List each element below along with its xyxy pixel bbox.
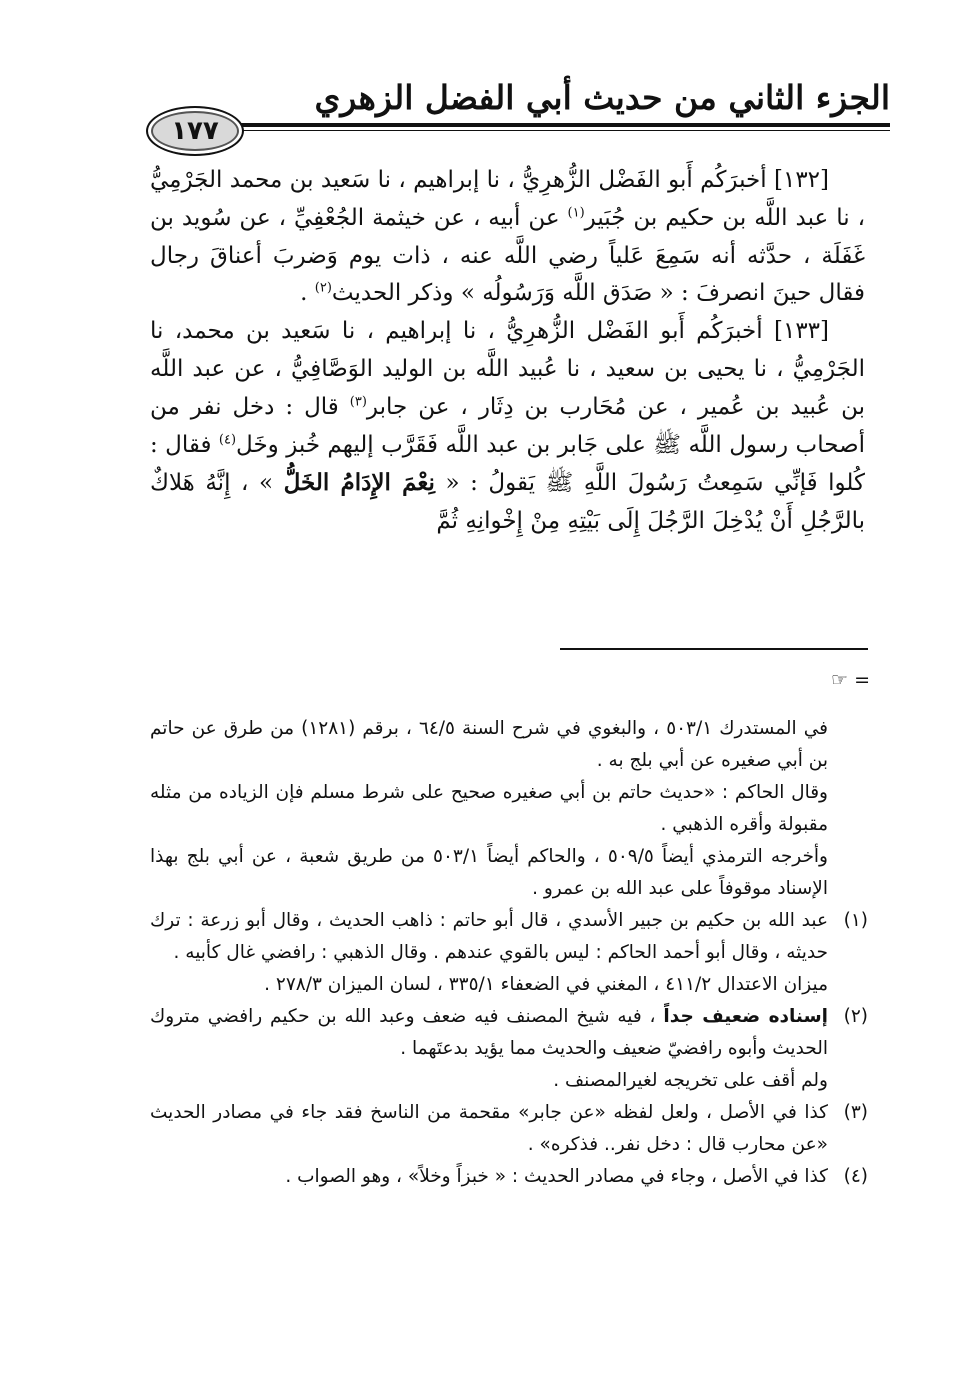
footnote-line: في المستدرك ٥٠٣/١ ، والبغوي في شرح السنة ٦٤/٥ ، برقم (١٢٨١) من طرق عن حاتم بن أبي صغيره عن أبي بلج به .: [150, 718, 828, 771]
hadith-132: [150, 162, 865, 313]
footnotes: [150, 713, 868, 1193]
hadith-133: [150, 313, 865, 541]
hadith-text: أخبرَكُم أَبو الفَضْل الزُّهرِيُّ ، نا إبراهيم ، نا سَعيد بن محمد الجَرْمِيُّ ، نا عبد اللَّه بن حكيم بن جُبَير: [150, 167, 865, 231]
footnote-3: [150, 1097, 868, 1161]
footnote-number: (٣): [843, 1102, 868, 1123]
footnote-number: (٢): [843, 1006, 868, 1027]
main-text: [150, 162, 865, 541]
grading-label: إسناده ضعيف جداً: [663, 1006, 829, 1027]
footnote-line: عبد الله بن حكيم بن جبير الأسدي ، قال أبو حاتم : ذاهب الحديث ، وقال أبو زرعة : ترك حديثه ، وقال أبو أحمد الحاكم : ليس بالقوي عندهم . وقال الذهبي : رافضي غال كأبيه .: [150, 910, 828, 963]
footnote-line: وقال الحاكم : «حديث حاتم بن أبي صغيره صحيح على شرط مسلم فإن الزياده من مثله مقبولة وأقره الذهبي .: [150, 782, 828, 835]
hadith-text: أخبرَكُم أَبو الفَضْل الزُّهرِيُّ ، نا إبراهيم ، نا سَعيد بن محمد، نا الجَرْمِيُّ ، نا يحيى بن سعيد ، نا عُبيد اللَّه بن الوليد الوَصَّافِيُّ ، عن عبد اللَّه بن عُبيد بن عُمير ، عن مُحَارب بن دِثَار ، عن جابر: [150, 318, 866, 420]
footnote-ref: (٤): [218, 431, 237, 447]
footnote-number: (١): [843, 910, 868, 931]
continued-mark: = ☞: [831, 669, 870, 691]
hadith-text: عن أبيه ، عن خيثمة الجُعْفِيِّ ، عن سُويد بن غَفَلَة ، حدَّثه أنه سَمِعَ عَلياً رضي اللَّه عنه ، ذات يوم وَضربَ أعناقَ رجال فقال حينَ انصرفَ : « صَدَق اللَّه وَرَسُولُه » وذكر الحديث: [150, 204, 865, 307]
hadith-number: [١٣٣]: [773, 318, 830, 345]
hadith-text: فقال : كُلوا فَإنِّي سَمِعتُ رَسُولَ اللَّهِ ﷺ يَقولُ : «: [150, 431, 865, 497]
footnote-2: [150, 1001, 868, 1097]
footnote-ref: (١): [567, 205, 585, 221]
footnote-line: ميزان الاعتدال ٤١١/٢ ، المغني في الضعفاء ٣٣٥/١ ، لسان الميزان ٢٧٨/٣ .: [264, 974, 828, 995]
hadith-text: » ، إِنَّهُ هَلاكٌ بالرَّجُلِ أَنْ يُدْخِلَ الرَّجُلَ إِلَى بَيْتِهِ مِنْ إِخْوانِهِ ثُمَّ: [150, 470, 865, 535]
footnote-ref: (٣): [349, 394, 367, 410]
footnote-line: [150, 1001, 828, 1065]
footnote-line: كذا في الأصل ، وجاء في مصادر الحديث : « خبزاً وخلاً» ، وهو الصواب .: [285, 1166, 828, 1187]
footnote-1: [150, 905, 868, 1001]
running-header-title: الجزء الثاني من حديث أبي الفضل الزهري: [314, 78, 890, 117]
footnote-number: (٤): [843, 1166, 868, 1187]
header-rule: [150, 123, 890, 127]
prophetic-saying: نِعْمَ الإِدَامُ الخَلُّ: [283, 469, 435, 497]
hadith-number: [١٣٢]: [773, 167, 830, 193]
footnote-line: كذا في الأصل ، ولعل لفظه «عن جابر» مقحمة من الناسخ فقد جاء في مصادر الحديث «عن محارب قال : دخل نفر.. فذكره» .: [150, 1102, 828, 1155]
footnote-line: وأخرجه الترمذي أيضاً ٥٠٩/٥ ، والحاكم أيضاً ٥٠٣/١ من طريق شعبة ، عن أبي بلج بهذا الإسناد موقوفاً على عبد الله بن عمرو .: [150, 846, 828, 899]
page-number: ١٧٧: [146, 106, 244, 156]
footnote-continuation: [150, 713, 868, 905]
hadith-text: قال : دخل نفر من أصحاب رسول اللَّه ﷺ على جَابر بن عبد اللَّه فَقَرَّب إليهم خُبز وخَل: [150, 393, 865, 458]
footnote-separator: [560, 648, 868, 650]
hadith-text-end: .: [300, 280, 308, 307]
footnote-text: ، فيه شيخ المصنف فيه ضعف وعبد الله بن حكيم رافضي متروك الحديث وأبوه رافضيّ ضعيف والحديث مما يؤيد بدعتَهما .: [150, 1006, 828, 1059]
footnote-ref: (٢): [314, 280, 332, 296]
footnote-4: [150, 1161, 868, 1193]
footnote-line: ولم أقف على تخريجه لغيرالمصنف .: [553, 1070, 828, 1091]
header-rule-thin: [150, 130, 890, 131]
